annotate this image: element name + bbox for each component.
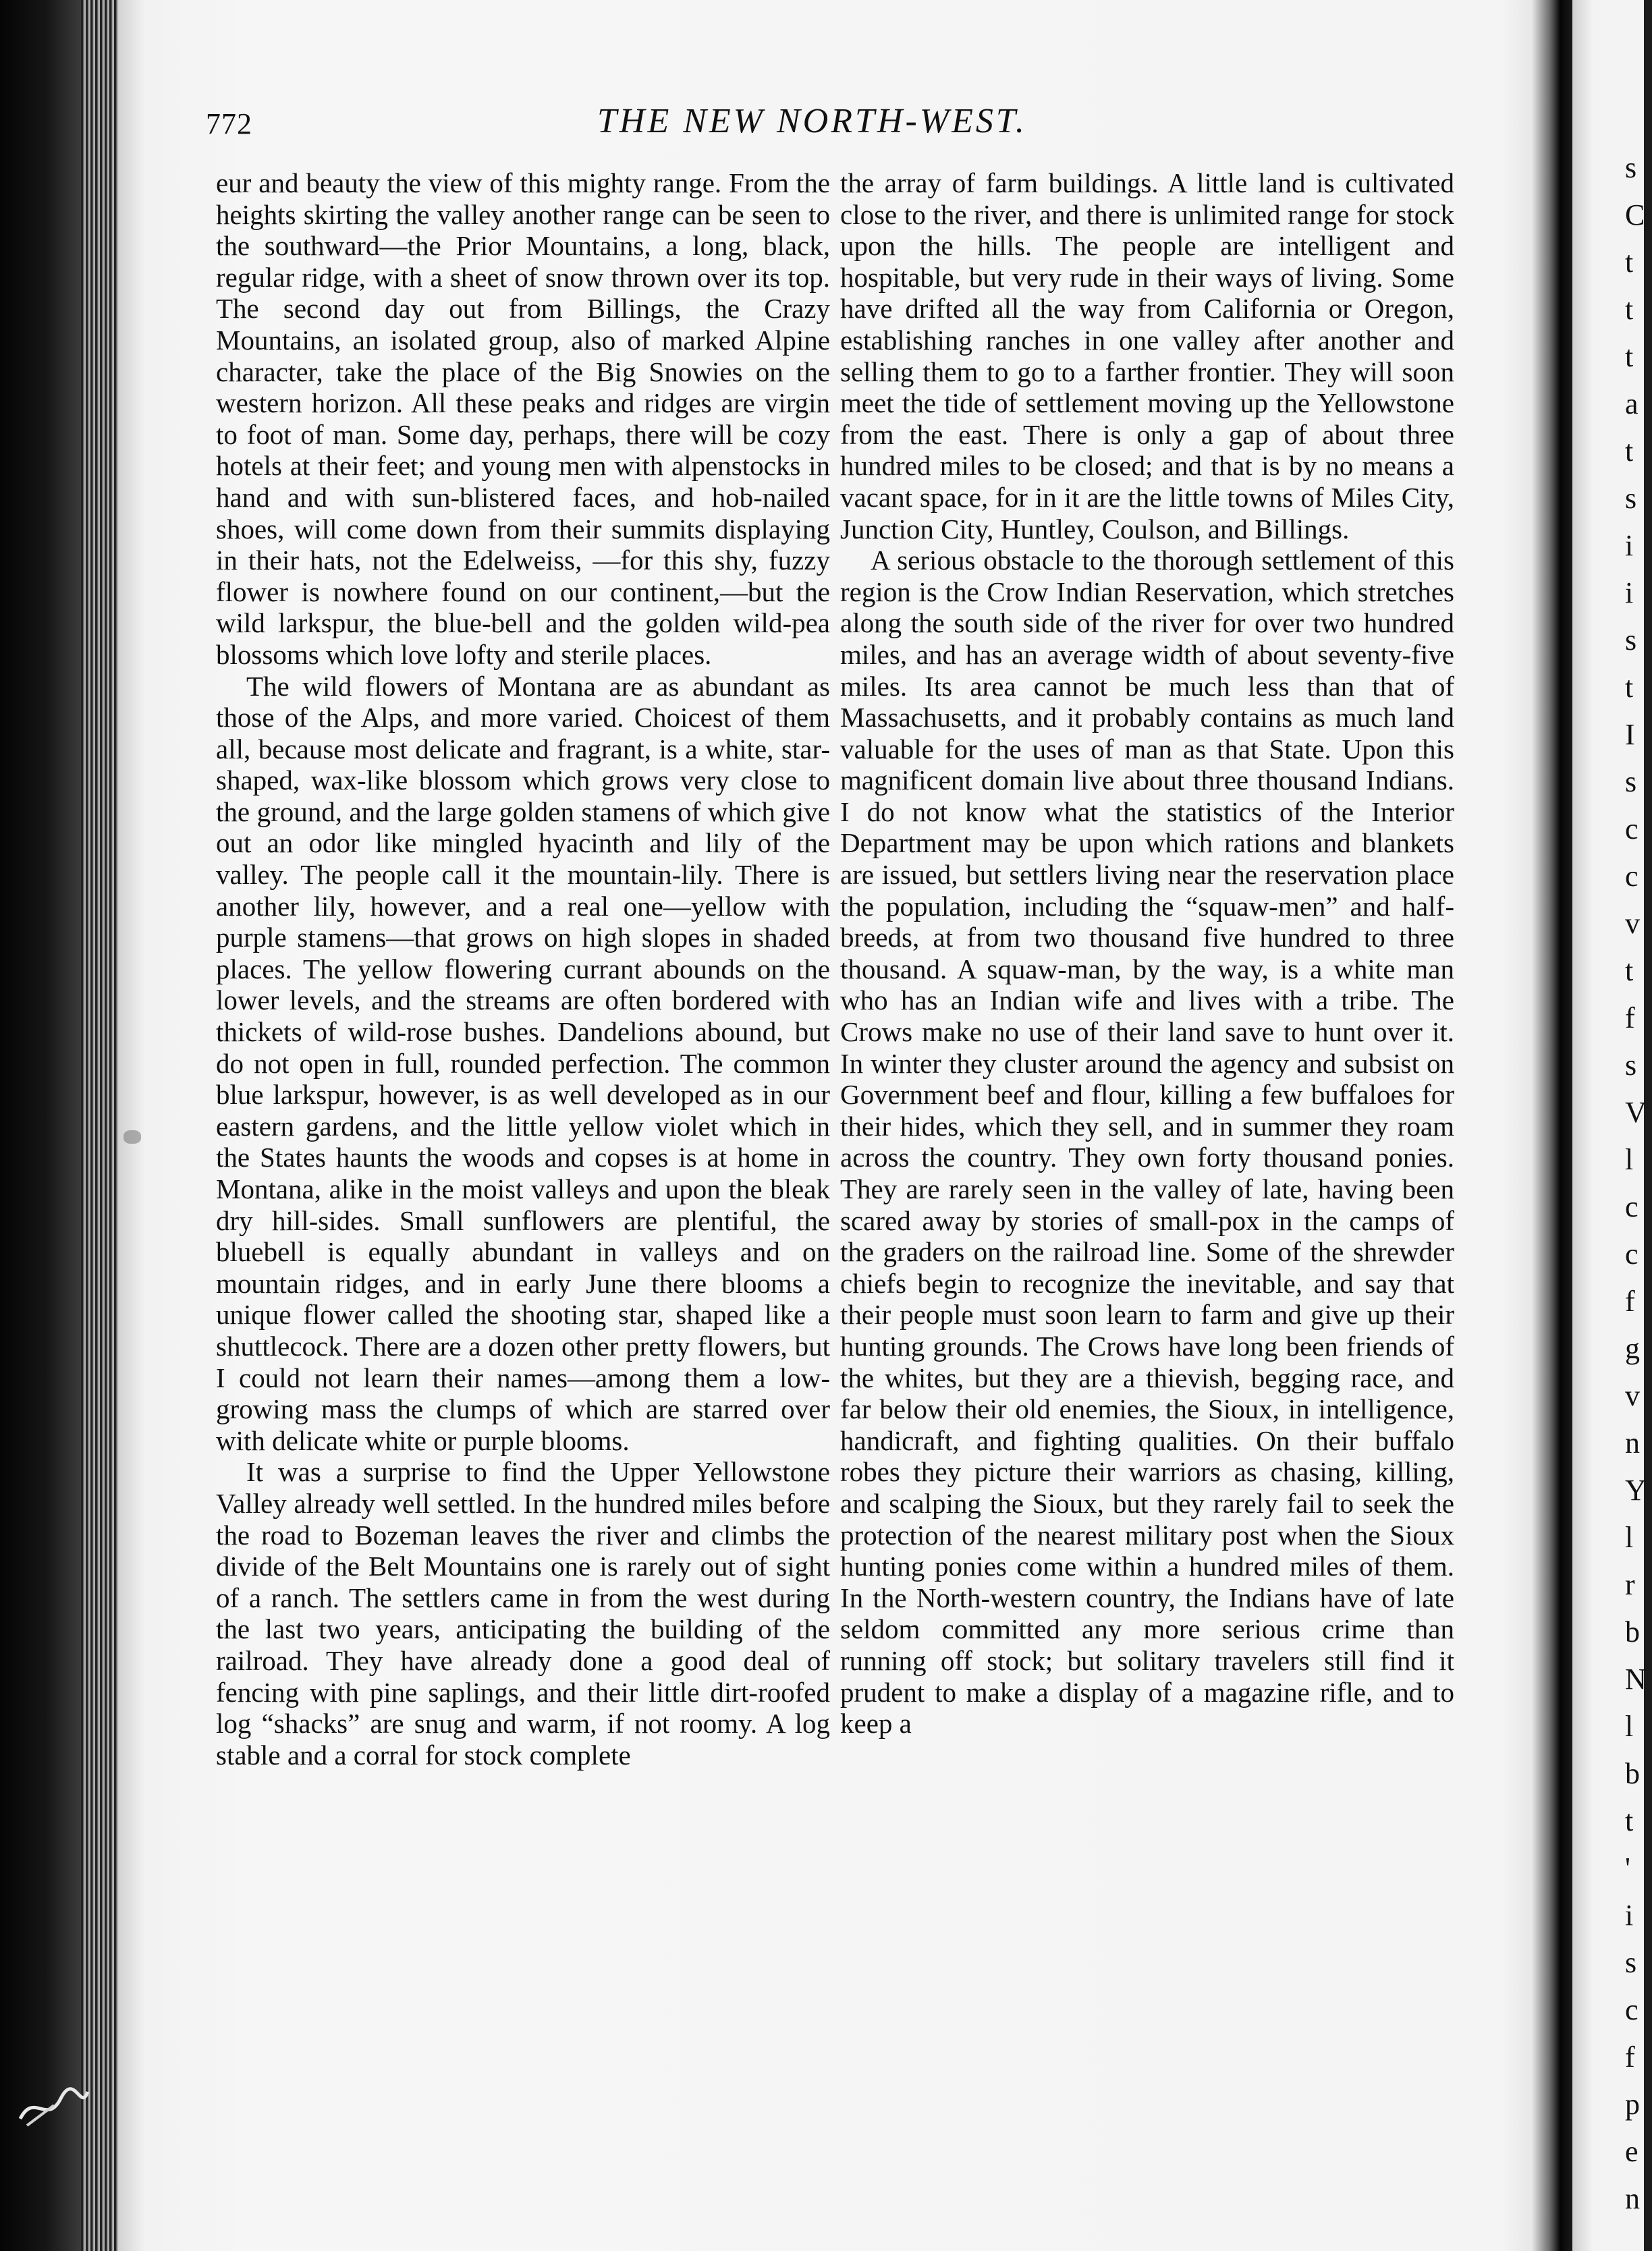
page-edges (81, 0, 121, 2251)
ink-smudge (123, 1130, 141, 1144)
facing-page-letter: l (1625, 1143, 1634, 1176)
facing-page-letter: t (1625, 1804, 1634, 1837)
facing-page-letter: l (1625, 1710, 1634, 1743)
facing-page-letter: i (1625, 1899, 1634, 1932)
facing-page-letter: s (1625, 151, 1637, 184)
facing-page-letter: s (1625, 1049, 1637, 1082)
facing-page-letter: f (1625, 2040, 1635, 2074)
facing-page-letter: s (1625, 1946, 1637, 1979)
facing-page-letter: V (1625, 1096, 1647, 1129)
facing-page-letter: t (1625, 246, 1634, 279)
facing-page-letter: b (1625, 1757, 1640, 1790)
facing-page-letter: s (1625, 482, 1637, 515)
right-column (840, 167, 1454, 1740)
facing-page-letter: n (1625, 1426, 1640, 1460)
facing-page-letter: i (1625, 576, 1634, 609)
facing-page-letter: r (1625, 1568, 1635, 1601)
facing-page-letter: s (1625, 623, 1637, 657)
facing-page-letter: b (1625, 1615, 1640, 1648)
paragraph: A serious obstacle to the thorough settlement of this region is the Crow Indian Reservation, which stretches along the south side of the river for over two hundred miles, and has an average width of about seventy-five miles. Its area cannot be much less than that of Massachusetts, and it probably contains as much land valuable for the uses of man as that State. Upon this magnificent domain live about three thousand Indians. I do not know what the statistics of the Interior Department may be upon which rations and blankets are issued, but settlers living near the reservation place the population, including the “squaw-men” and half-breeds, at from two thousand five hundred to three thousand. A squaw-man, by the way, is a white man who has an Indian wife and lives with a tribe. The Crows make no use of their land save to hunt over it. In winter they cluster around the agency and subsist on Government beef and flour, killing a few buffaloes for their hides, which they sell, and in summer they roam across the country. They own forty thousand ponies. They are rarely seen in the valley of late, having been scared away by stories of small-pox in the camps of the graders on the railroad line. Some of the shrewder chiefs begin to recognize the inevitable, and say that their people must soon learn to farm and give up their hunting grounds. The Crows have long been friends of the whites, but they are a thievish, begging race, and far below their old enemies, the Sioux, in intelligence, handicraft, and fighting qualities. On their buffalo robes they picture their warriors as chasing, killing, and scalping the Sioux, but they rarely fail to seek the protection of the nearest military post when the Sioux hunting ponies come within a hundred miles of them. In the North-western country, the Indians have of late seldom committed any more serious crime than running off stock; but solitary travelers still find it prudent to make a display of a magazine rifle, and to keep a (840, 545, 1454, 1740)
paragraph: the array of farm buildings. A little land is cultivated close to the river, and there is unlimited range for stock upon the hills. The people are intelligent and hospitable, but very rude in their ways of living. Some have drifted all the way from California or Oregon, establishing ranches in one valley after another and selling them to go to a farther frontier. They will soon meet the tide of settlement moving up the Yellowstone from the east. There is only a gap of about three hundred miles to be closed; and that is by no means a vacant space, for in it are the little towns of Miles City, Junction City, Huntley, Coulson, and Billings. (840, 167, 1454, 545)
facing-page-letter: t (1625, 954, 1634, 987)
page-number: 772 (206, 107, 252, 140)
facing-page-letter: t (1625, 340, 1634, 373)
facing-page-letter: C (1625, 198, 1645, 231)
facing-page-letter: I (1625, 718, 1635, 751)
facing-page-letter: f (1625, 1001, 1635, 1034)
paragraph: It was a surprise to find the Upper Yellowstone Valley already well settled. In the hundred miles before the road to Bozeman leaves the river and climbs the divide of the Belt Mountains one is rarely out of sight of a ranch. The settlers came in from the west during the last two years, anticipating the building of the railroad. They have already done a good deal of fencing with pine saplings, and their little dirt-roofed log “shacks” are snug and warm, if not roomy. A log stable and a corral for stock complete (216, 1456, 830, 1771)
facing-page-letter: Y (1625, 1474, 1647, 1507)
facing-page-letter: c (1625, 860, 1639, 893)
facing-page-letter: t (1625, 293, 1634, 326)
page-header (206, 101, 1461, 148)
facing-page-letter: ' (1625, 1852, 1630, 1885)
paragraph: eur and beauty the view of this mighty range. From the heights skirting the valley another range can be seen to the southward—the Prior Mountains, a long, black, regular ridge, with a sheet of snow thrown over its top. The second day out from Billings, the Crazy Mountains, an isolated group, also of marked Alpine character, take the place of the Big Snowies on the western horizon. All these peaks and ridges are virgin to foot of man. Some day, perhaps, there will be cozy hotels at their feet; and young men with alpenstocks in hand and with sun-blistered faces, and hob-nailed shoes, will come down from their summits displaying in their hats, not the Edelweiss, —for this shy, fuzzy flower is nowhere found on our continent,—but the wild larkspur, the blue-bell and the golden wild-pea blossoms which love lofty and sterile places. (216, 167, 830, 670)
facing-page-letter: v (1625, 1379, 1640, 1412)
facing-page-letter: s (1625, 765, 1637, 798)
facing-page-letter: c (1625, 1993, 1639, 2026)
facing-page-letter: n (1625, 2182, 1640, 2215)
facing-page-letter: f (1625, 1285, 1635, 1318)
facing-page-edge (1572, 0, 1647, 2251)
facing-page-letter: a (1625, 387, 1639, 420)
margin-scribble (13, 2078, 94, 2132)
facing-page-letter: e (1625, 2135, 1639, 2168)
facing-page-letter: i (1625, 529, 1634, 562)
left-column (216, 167, 830, 1771)
facing-page-letter: l (1625, 1521, 1634, 1554)
running-head: THE NEW NORTH-WEST. (597, 102, 1027, 140)
facing-page-letter: t (1625, 671, 1634, 704)
facing-page-letter: v (1625, 907, 1640, 940)
paragraph: The wild flowers of Montana are as abundant as those of the Alps, and more varied. Choicest of them all, because most delicate and fragrant, is a white, star-shaped, wax-like blossom which grows very close to the ground, and the large golden stamens of which give out an odor like mingled hyacinth and lily of the valley. The people call it the mountain-lily. There is another lily, however, and a real one—yellow with purple stamens—that grows on high slopes in shaded places. The yellow flowering currant abounds on the lower levels, and the streams are often bordered with thickets of wild-rose bushes. Dandelions abound, but do not open in full, rounded perfection. The common blue larkspur, however, is as well developed as in our eastern gardens, and the little yellow violet which in the States haunts the woods and copses is at home in Montana, alike in the moist valleys and upon the bleak dry hill-sides. Small sunflowers are plentiful, the bluebell is equally abundant in valleys and on mountain ridges, and in early June there blooms a unique flower called the shooting star, shaped like a shuttlecock. There are a dozen other pretty flowers, but I could not learn their names—among them a low-growing mass the clumps of which are starred over with delicate white or purple blooms. (216, 670, 830, 1456)
facing-page-letter: c (1625, 1238, 1639, 1271)
facing-page-letter: t (1625, 435, 1634, 468)
book-gutter (1532, 0, 1572, 2251)
facing-page-letter: c (1625, 812, 1639, 845)
facing-page-letter: N (1625, 1663, 1647, 1696)
facing-page-letter: c (1625, 1190, 1639, 1223)
facing-page-letter: g (1625, 1332, 1640, 1365)
facing-page-letter: p (1625, 2088, 1640, 2121)
